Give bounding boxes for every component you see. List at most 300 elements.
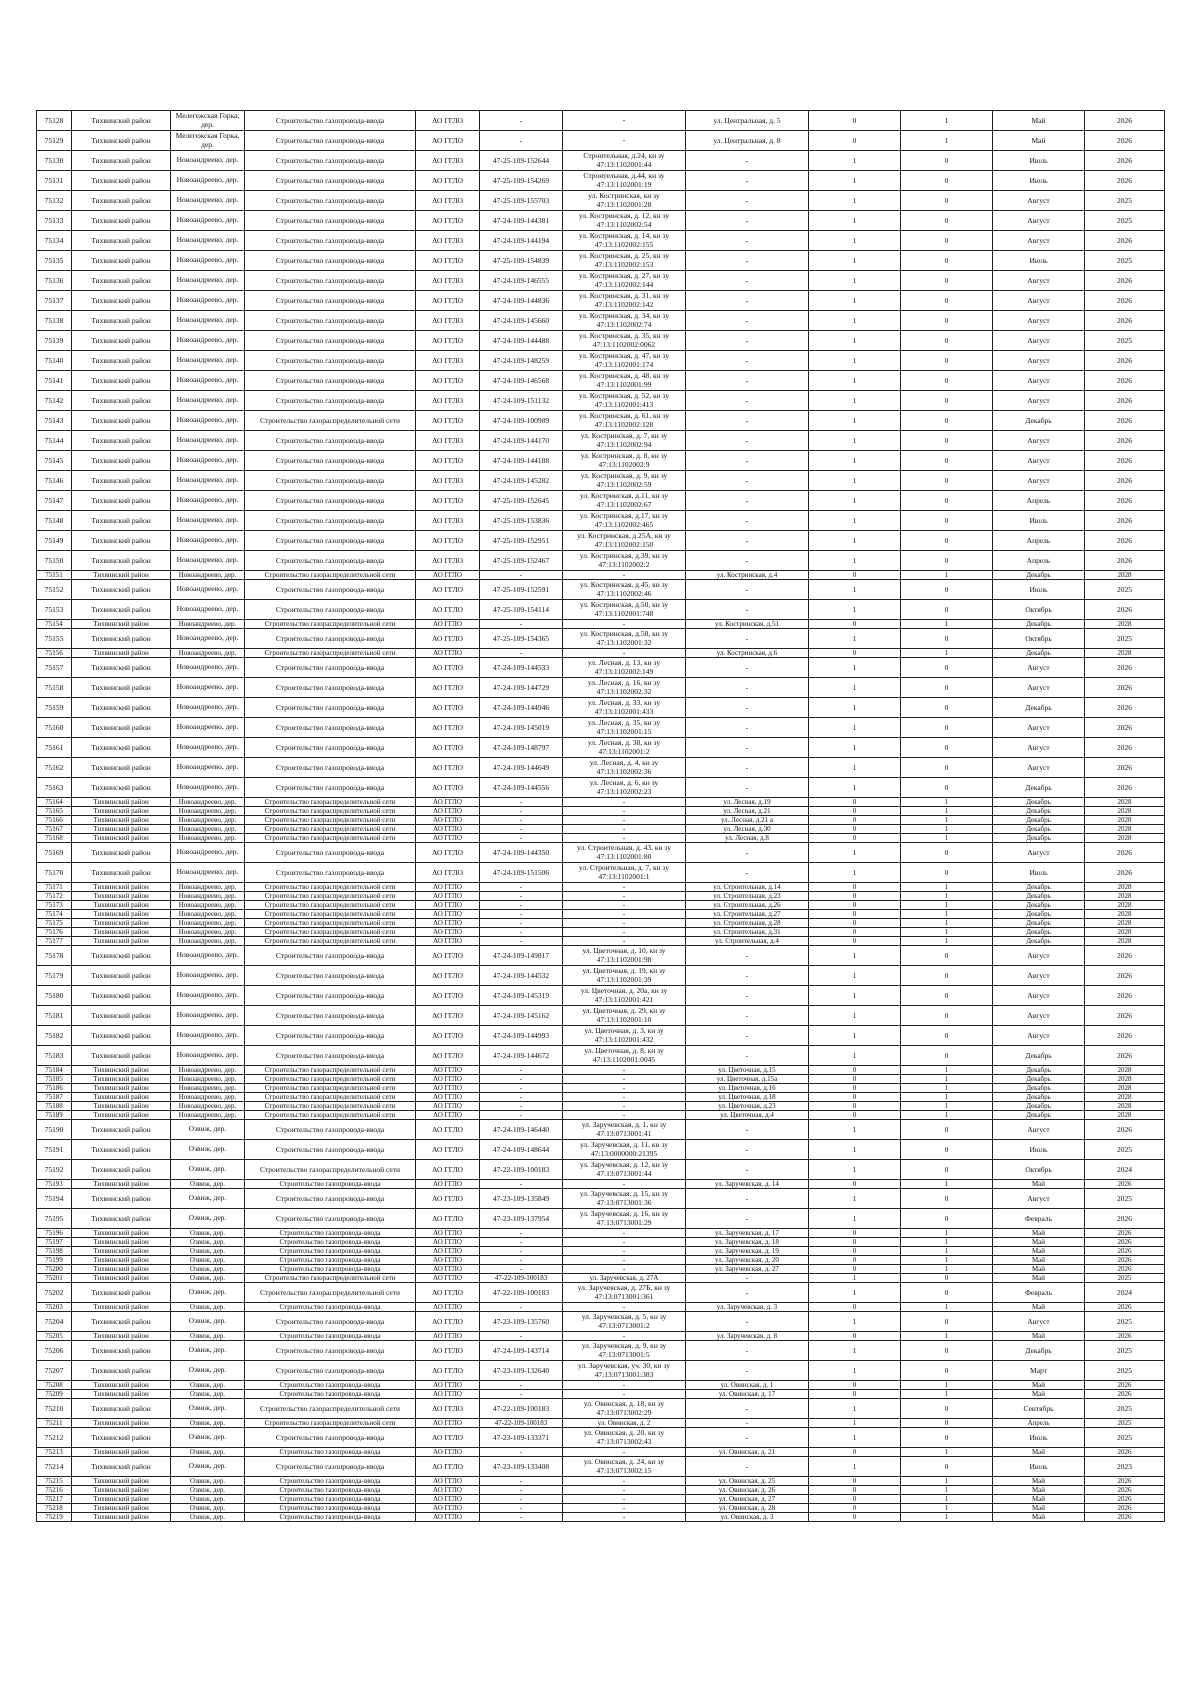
- organization-cell: АО ГГЛО: [416, 966, 480, 986]
- contract-number-cell: 47-23-109-133371: [480, 1428, 563, 1448]
- record-number-cell: 75214: [37, 1457, 72, 1477]
- house-address-cell: -: [686, 1189, 809, 1209]
- count-b-cell: 0: [901, 1006, 993, 1026]
- settlement-cell: Новоандреево, дер.: [171, 843, 245, 863]
- work-type-cell: Строительство газопровода-ввода: [245, 1504, 416, 1513]
- cadastral-address-cell: -: [563, 910, 686, 919]
- settlement-cell: Новоандреево, дер.: [171, 251, 245, 271]
- contract-number-cell: 47-22-109-100183: [480, 1399, 563, 1419]
- settlement-cell: Озвиж, дер.: [171, 1180, 245, 1189]
- settlement-cell: Новоандреево, дер.: [171, 311, 245, 331]
- cadastral-address-cell: -: [563, 807, 686, 816]
- work-type-cell: Строительство газопровода-ввода: [245, 351, 416, 371]
- organization-cell: АО ГГЛО: [416, 1093, 480, 1102]
- house-address-cell: -: [686, 311, 809, 331]
- year-cell: 2028: [1085, 928, 1165, 937]
- table-row: [37, 351, 1165, 371]
- contract-number-cell: -: [480, 798, 563, 807]
- settlement-cell: Новоандреево, дер.: [171, 718, 245, 738]
- organization-cell: АО ГГЛО: [416, 531, 480, 551]
- year-cell: 2026: [1085, 1504, 1165, 1513]
- record-number-cell: 75190: [37, 1120, 72, 1140]
- year-cell: 2028: [1085, 816, 1165, 825]
- record-number-cell: 75205: [37, 1332, 72, 1341]
- month-cell: Апрель: [993, 1419, 1085, 1428]
- district-cell: Тихвинский район: [72, 271, 171, 291]
- table-row: [37, 1283, 1165, 1303]
- work-type-cell: Строительство газопровода-ввода: [245, 1381, 416, 1390]
- work-type-cell: Строительство газопровода-ввода: [245, 778, 416, 798]
- cadastral-address-cell: ул. Лесная, д. 16, кн зу 47:13:1102002:32: [563, 678, 686, 698]
- house-address-cell: -: [686, 580, 809, 600]
- count-a-cell: 0: [809, 1513, 901, 1522]
- month-cell: Май: [993, 131, 1085, 151]
- count-b-cell: 0: [901, 431, 993, 451]
- cadastral-address-cell: ул. Цветочная, д. 20а, кн зу 47:13:1102001:421: [563, 986, 686, 1006]
- district-cell: Тихвинский район: [72, 451, 171, 471]
- contract-number-cell: -: [480, 892, 563, 901]
- contract-number-cell: 47-24-109-144672: [480, 1046, 563, 1066]
- contract-number-cell: -: [480, 131, 563, 151]
- work-type-cell: Строительство газораспределительной сети: [245, 1102, 416, 1111]
- district-cell: Тихвинский район: [72, 1265, 171, 1274]
- house-address-cell: -: [686, 251, 809, 271]
- year-cell: 2028: [1085, 883, 1165, 892]
- work-type-cell: Строительство газопровода-ввода: [245, 1341, 416, 1361]
- record-number-cell: 75184: [37, 1066, 72, 1075]
- settlement-cell: Новоандреево, дер.: [171, 291, 245, 311]
- count-b-cell: 1: [901, 131, 993, 151]
- contract-number-cell: 47-25-109-154269: [480, 171, 563, 191]
- district-cell: Тихвинский район: [72, 1381, 171, 1390]
- work-type-cell: Строительство газопровода-ввода: [245, 658, 416, 678]
- cadastral-address-cell: -: [563, 1448, 686, 1457]
- settlement-cell: Новоандреево, дер.: [171, 411, 245, 431]
- contract-number-cell: -: [480, 1477, 563, 1486]
- year-cell: 2026: [1085, 1477, 1165, 1486]
- cadastral-address-cell: ул. Костринская, д. 27, кн зу 47:13:1102002:144: [563, 271, 686, 291]
- house-address-cell: -: [686, 1140, 809, 1160]
- record-number-cell: 75136: [37, 271, 72, 291]
- month-cell: Май: [993, 1247, 1085, 1256]
- record-number-cell: 75200: [37, 1265, 72, 1274]
- year-cell: 2026: [1085, 738, 1165, 758]
- month-cell: Август: [993, 718, 1085, 738]
- district-cell: Тихвинский район: [72, 580, 171, 600]
- count-a-cell: 0: [809, 1477, 901, 1486]
- year-cell: 2025: [1085, 1312, 1165, 1332]
- organization-cell: АО ГГЛО: [416, 1046, 480, 1066]
- count-b-cell: 0: [901, 551, 993, 571]
- cadastral-address-cell: -: [563, 1247, 686, 1256]
- work-type-cell: Строительство газораспределительной сети: [245, 571, 416, 580]
- record-number-cell: 75174: [37, 910, 72, 919]
- contract-number-cell: 47-24-109-151132: [480, 391, 563, 411]
- record-number-cell: 75140: [37, 351, 72, 371]
- record-number-cell: 75158: [37, 678, 72, 698]
- count-b-cell: 0: [901, 151, 993, 171]
- work-type-cell: Строительство газораспределительной сети: [245, 807, 416, 816]
- organization-cell: АО ГГЛО: [416, 1341, 480, 1361]
- organization-cell: АО ГГЛО: [416, 1448, 480, 1457]
- house-address-cell: ул. Строительная, д.31: [686, 928, 809, 937]
- count-b-cell: 1: [901, 1486, 993, 1495]
- work-type-cell: Строительство газораспределительной сети: [245, 411, 416, 431]
- contract-number-cell: -: [480, 883, 563, 892]
- count-a-cell: 0: [809, 649, 901, 658]
- month-cell: Май: [993, 1332, 1085, 1341]
- work-type-cell: Строительство газопровода-ввода: [245, 600, 416, 620]
- work-type-cell: Строительство газораспределительной сети: [245, 919, 416, 928]
- year-cell: 2025: [1085, 629, 1165, 649]
- house-address-cell: ул. Костринская, д.4: [686, 571, 809, 580]
- house-address-cell: -: [686, 1399, 809, 1419]
- month-cell: Август: [993, 331, 1085, 351]
- month-cell: Май: [993, 1256, 1085, 1265]
- work-type-cell: Строительство газопровода-ввода: [245, 251, 416, 271]
- cadastral-address-cell: -: [563, 1111, 686, 1120]
- count-b-cell: 1: [901, 910, 993, 919]
- year-cell: 2026: [1085, 946, 1165, 966]
- year-cell: 2026: [1085, 678, 1165, 698]
- table-row: [37, 1256, 1165, 1265]
- year-cell: 2026: [1085, 1486, 1165, 1495]
- work-type-cell: Строительство газопровода-ввода: [245, 531, 416, 551]
- year-cell: 2025: [1085, 1140, 1165, 1160]
- settlement-cell: Новоандреево, дер.: [171, 1075, 245, 1084]
- work-type-cell: Строительство газопровода-ввода: [245, 1513, 416, 1522]
- year-cell: 2026: [1085, 698, 1165, 718]
- month-cell: Декабрь: [993, 571, 1085, 580]
- settlement-cell: Новоандреево, дер.: [171, 551, 245, 571]
- count-a-cell: 1: [809, 758, 901, 778]
- district-cell: Тихвинский район: [72, 1332, 171, 1341]
- district-cell: Тихвинский район: [72, 391, 171, 411]
- count-a-cell: 0: [809, 1247, 901, 1256]
- month-cell: Декабрь: [993, 910, 1085, 919]
- count-b-cell: 0: [901, 471, 993, 491]
- district-cell: Тихвинский район: [72, 251, 171, 271]
- district-cell: Тихвинский район: [72, 1504, 171, 1513]
- house-address-cell: ул. Костринская, д.51: [686, 620, 809, 629]
- record-number-cell: 75148: [37, 511, 72, 531]
- organization-cell: АО ГГЛО: [416, 431, 480, 451]
- organization-cell: АО ГГЛО: [416, 910, 480, 919]
- count-a-cell: 0: [809, 928, 901, 937]
- cadastral-address-cell: ул. Костринская, д.45, кн зу 47:13:1102002:46: [563, 580, 686, 600]
- district-cell: Тихвинский район: [72, 1102, 171, 1111]
- cadastral-address-cell: ул. Лесная, д. 4, кн зу 47:13:1102002:36: [563, 758, 686, 778]
- organization-cell: АО ГГЛО: [416, 883, 480, 892]
- record-number-cell: 75188: [37, 1102, 72, 1111]
- house-address-cell: -: [686, 451, 809, 471]
- work-type-cell: Строительство газопровода-ввода: [245, 1229, 416, 1238]
- settlement-cell: Озвиж, дер.: [171, 1256, 245, 1265]
- cadastral-address-cell: -: [563, 1093, 686, 1102]
- cadastral-address-cell: -: [563, 1180, 686, 1189]
- district-cell: Тихвинский район: [72, 1006, 171, 1026]
- record-number-cell: 75219: [37, 1513, 72, 1522]
- table-row: [37, 291, 1165, 311]
- count-a-cell: 1: [809, 1399, 901, 1419]
- count-b-cell: 0: [901, 1283, 993, 1303]
- district-cell: Тихвинский район: [72, 291, 171, 311]
- year-cell: 2024: [1085, 1160, 1165, 1180]
- count-b-cell: 0: [901, 391, 993, 411]
- year-cell: 2026: [1085, 1332, 1165, 1341]
- settlement-cell: Озвиж, дер.: [171, 1381, 245, 1390]
- month-cell: Апрель: [993, 531, 1085, 551]
- count-a-cell: 0: [809, 1495, 901, 1504]
- work-type-cell: Строительство газопровода-ввода: [245, 946, 416, 966]
- organization-cell: АО ГГЛО: [416, 1075, 480, 1084]
- district-cell: Тихвинский район: [72, 901, 171, 910]
- organization-cell: АО ГГЛО: [416, 1265, 480, 1274]
- count-b-cell: 0: [901, 600, 993, 620]
- record-number-cell: 75202: [37, 1283, 72, 1303]
- month-cell: Декабрь: [993, 620, 1085, 629]
- record-number-cell: 75160: [37, 718, 72, 738]
- count-b-cell: 0: [901, 778, 993, 798]
- count-a-cell: 1: [809, 738, 901, 758]
- district-cell: Тихвинский район: [72, 131, 171, 151]
- organization-cell: АО ГГЛО: [416, 1140, 480, 1160]
- table-row: [37, 778, 1165, 798]
- count-b-cell: 1: [901, 1066, 993, 1075]
- house-address-cell: ул. Костринская, д.6: [686, 649, 809, 658]
- contract-number-cell: 47-24-109-144532: [480, 966, 563, 986]
- work-type-cell: Строительство газопровода-ввода: [245, 843, 416, 863]
- count-b-cell: 1: [901, 1332, 993, 1341]
- count-b-cell: 0: [901, 271, 993, 291]
- house-address-cell: -: [686, 1428, 809, 1448]
- count-a-cell: 0: [809, 1238, 901, 1247]
- district-cell: Тихвинский район: [72, 678, 171, 698]
- settlement-cell: Озвиж, дер.: [171, 1247, 245, 1256]
- table-row: [37, 1390, 1165, 1399]
- count-b-cell: 0: [901, 331, 993, 351]
- district-cell: Тихвинский район: [72, 658, 171, 678]
- settlement-cell: Новоандреево, дер.: [171, 491, 245, 511]
- work-type-cell: Строительство газопровода-ввода: [245, 1390, 416, 1399]
- house-address-cell: ул. Заручевская, д. 18: [686, 1238, 809, 1247]
- contract-number-cell: 47-23-109-133408: [480, 1457, 563, 1477]
- contract-number-cell: -: [480, 910, 563, 919]
- year-cell: 2026: [1085, 778, 1165, 798]
- cadastral-address-cell: -: [563, 1229, 686, 1238]
- year-cell: 2026: [1085, 1180, 1165, 1189]
- contract-number-cell: 47-24-109-144188: [480, 451, 563, 471]
- organization-cell: АО ГГЛО: [416, 1084, 480, 1093]
- year-cell: 2026: [1085, 600, 1165, 620]
- record-number-cell: 75146: [37, 471, 72, 491]
- record-number-cell: 75134: [37, 231, 72, 251]
- district-cell: Тихвинский район: [72, 351, 171, 371]
- house-address-cell: ул. Цветочная, д.15: [686, 1066, 809, 1075]
- count-b-cell: 0: [901, 1046, 993, 1066]
- month-cell: Август: [993, 471, 1085, 491]
- year-cell: 2026: [1085, 151, 1165, 171]
- cadastral-address-cell: ул. Костринская, д. 47, кн зу 47:13:1102001:174: [563, 351, 686, 371]
- record-number-cell: 75143: [37, 411, 72, 431]
- work-type-cell: Строительство газопровода-ввода: [245, 1495, 416, 1504]
- house-address-cell: -: [686, 191, 809, 211]
- table-row: [37, 798, 1165, 807]
- month-cell: Декабрь: [993, 411, 1085, 431]
- contract-number-cell: -: [480, 825, 563, 834]
- contract-number-cell: -: [480, 1229, 563, 1238]
- work-type-cell: Строительство газопровода-ввода: [245, 111, 416, 131]
- count-a-cell: 1: [809, 231, 901, 251]
- year-cell: 2026: [1085, 1513, 1165, 1522]
- record-number-cell: 75138: [37, 311, 72, 331]
- year-cell: 2026: [1085, 551, 1165, 571]
- settlement-cell: Озвиж, дер.: [171, 1457, 245, 1477]
- month-cell: Август: [993, 231, 1085, 251]
- settlement-cell: Новоандреево, дер.: [171, 798, 245, 807]
- organization-cell: АО ГГЛО: [416, 1209, 480, 1229]
- cadastral-address-cell: ул. Костринская, д. 7, кн зу 47:13:1102002:94: [563, 431, 686, 451]
- work-type-cell: Строительство газораспределительной сети: [245, 1066, 416, 1075]
- cadastral-address-cell: ул. Овинская, д. 24, кн зу 47:13:0713002:15: [563, 1457, 686, 1477]
- count-b-cell: 1: [901, 1256, 993, 1265]
- month-cell: Август: [993, 211, 1085, 231]
- organization-cell: АО ГГЛО: [416, 946, 480, 966]
- cadastral-address-cell: ул. Костринская, д.39, кн зу 47:13:1102002:2: [563, 551, 686, 571]
- contract-number-cell: -: [480, 1238, 563, 1247]
- count-b-cell: 1: [901, 798, 993, 807]
- district-cell: Тихвинский район: [72, 778, 171, 798]
- organization-cell: АО ГГЛО: [416, 1160, 480, 1180]
- count-b-cell: 0: [901, 698, 993, 718]
- work-type-cell: Строительство газораспределительной сети: [245, 798, 416, 807]
- house-address-cell: -: [686, 1046, 809, 1066]
- month-cell: Август: [993, 351, 1085, 371]
- month-cell: Февраль: [993, 1283, 1085, 1303]
- count-a-cell: 1: [809, 371, 901, 391]
- contract-number-cell: -: [480, 928, 563, 937]
- table-row: [37, 816, 1165, 825]
- organization-cell: АО ГГЛО: [416, 571, 480, 580]
- cadastral-address-cell: ул. Костринская, д. 35, кн зу 47:13:1102002:0062: [563, 331, 686, 351]
- settlement-cell: Новоандреево, дер.: [171, 271, 245, 291]
- organization-cell: АО ГГЛО: [416, 1361, 480, 1381]
- organization-cell: АО ГГЛО: [416, 843, 480, 863]
- count-b-cell: 1: [901, 1229, 993, 1238]
- organization-cell: АО ГГЛО: [416, 758, 480, 778]
- table-row: [37, 1399, 1165, 1419]
- district-cell: Тихвинский район: [72, 1477, 171, 1486]
- house-address-cell: -: [686, 1312, 809, 1332]
- count-a-cell: 1: [809, 1120, 901, 1140]
- record-number-cell: 75212: [37, 1428, 72, 1448]
- table-row: [37, 311, 1165, 331]
- house-address-cell: -: [686, 658, 809, 678]
- month-cell: Май: [993, 1238, 1085, 1247]
- month-cell: Июль: [993, 511, 1085, 531]
- record-number-cell: 75207: [37, 1361, 72, 1381]
- contract-number-cell: -: [480, 1448, 563, 1457]
- house-address-cell: ул. Заручевская, д. 14: [686, 1180, 809, 1189]
- work-type-cell: Строительство газопровода-ввода: [245, 231, 416, 251]
- count-a-cell: 1: [809, 351, 901, 371]
- house-address-cell: -: [686, 986, 809, 1006]
- house-address-cell: ул. Лесная, д.19: [686, 798, 809, 807]
- district-cell: Тихвинский район: [72, 928, 171, 937]
- count-a-cell: 0: [809, 620, 901, 629]
- month-cell: Октябрь: [993, 600, 1085, 620]
- district-cell: Тихвинский район: [72, 1274, 171, 1283]
- house-address-cell: -: [686, 211, 809, 231]
- district-cell: Тихвинский район: [72, 798, 171, 807]
- cadastral-address-cell: ул. Лесная, д. 35, кн зу 47:13:1102001:15: [563, 718, 686, 738]
- table-row: [37, 807, 1165, 816]
- district-cell: Тихвинский район: [72, 910, 171, 919]
- month-cell: Май: [993, 1229, 1085, 1238]
- count-a-cell: 0: [809, 1084, 901, 1093]
- contract-number-cell: -: [480, 937, 563, 946]
- count-a-cell: 1: [809, 600, 901, 620]
- record-number-cell: 75189: [37, 1111, 72, 1120]
- count-b-cell: 0: [901, 758, 993, 778]
- cadastral-address-cell: ул. Заручевская, д. 11, кн зу 47:13:0000000:21395: [563, 1140, 686, 1160]
- year-cell: 2026: [1085, 1303, 1165, 1312]
- organization-cell: АО ГГЛО: [416, 1390, 480, 1399]
- table-row: [37, 151, 1165, 171]
- organization-cell: АО ГГЛО: [416, 271, 480, 291]
- record-number-cell: 75131: [37, 171, 72, 191]
- table-row: [37, 231, 1165, 251]
- district-cell: Тихвинский район: [72, 1341, 171, 1361]
- count-a-cell: 1: [809, 1419, 901, 1428]
- settlement-cell: Озвиж, дер.: [171, 1486, 245, 1495]
- settlement-cell: Новоандреево, дер.: [171, 892, 245, 901]
- record-number-cell: 75162: [37, 758, 72, 778]
- cadastral-address-cell: ул. Костринская, д. 31, кн зу 47:13:1102002:142: [563, 291, 686, 311]
- month-cell: Декабрь: [993, 649, 1085, 658]
- contract-number-cell: -: [480, 1390, 563, 1399]
- organization-cell: АО ГГЛО: [416, 1026, 480, 1046]
- cadastral-address-cell: -: [563, 883, 686, 892]
- house-address-cell: -: [686, 391, 809, 411]
- count-b-cell: 1: [901, 1075, 993, 1084]
- organization-cell: АО ГГЛО: [416, 211, 480, 231]
- contract-number-cell: -: [480, 649, 563, 658]
- month-cell: Август: [993, 271, 1085, 291]
- year-cell: 2024: [1085, 1283, 1165, 1303]
- count-b-cell: 1: [901, 1238, 993, 1247]
- house-address-cell: -: [686, 1283, 809, 1303]
- year-cell: 2023: [1085, 1457, 1165, 1477]
- work-type-cell: Строительство газораспределительной сети: [245, 910, 416, 919]
- settlement-cell: Озвиж, дер.: [171, 1160, 245, 1180]
- month-cell: Декабрь: [993, 1093, 1085, 1102]
- work-type-cell: Строительство газопровода-ввода: [245, 1006, 416, 1026]
- house-address-cell: -: [686, 471, 809, 491]
- settlement-cell: Новоандреево, дер.: [171, 1084, 245, 1093]
- organization-cell: АО ГГЛО: [416, 451, 480, 471]
- cadastral-address-cell: ул. Костринская, д. 14, кн зу 47:13:1102002:155: [563, 231, 686, 251]
- organization-cell: АО ГГЛО: [416, 331, 480, 351]
- house-address-cell: ул. Заручевская, д. 27: [686, 1265, 809, 1274]
- month-cell: Август: [993, 1026, 1085, 1046]
- house-address-cell: -: [686, 231, 809, 251]
- district-cell: Тихвинский район: [72, 331, 171, 351]
- count-b-cell: 0: [901, 1428, 993, 1448]
- count-b-cell: 0: [901, 580, 993, 600]
- count-b-cell: 0: [901, 211, 993, 231]
- count-b-cell: 1: [901, 901, 993, 910]
